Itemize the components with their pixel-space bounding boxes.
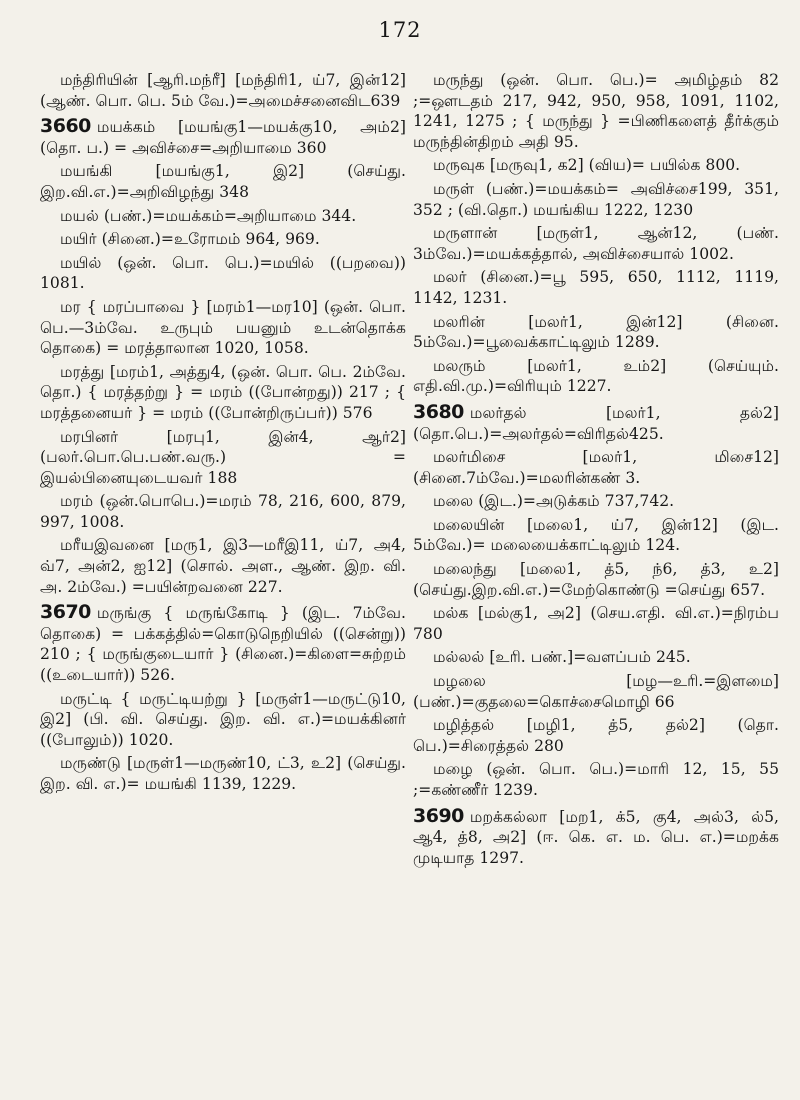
entry-text: மருளான் [மருள்1, ஆன்12, (பண். 3ம்வே.)=மயக்கத்தால், அவிச்சையால் 1002. bbox=[413, 224, 779, 263]
entry-text: மரபினர் [மரபு1, இன்4, ஆர்2] (பலர்.பொ.பெ.பண்.வரு.) = இயல்பினையுடையவர் 188 bbox=[40, 427, 406, 487]
entry-text: மலையின் [மலை1, ய்7, இன்12] (இட. 5ம்வே.)= மலையைக்காட்டிலும் 124. bbox=[413, 515, 779, 555]
entry-text: மலரும் [மலர்1, உம்2] (செய்யும். எதி.வி.மு.)=விரியும் 1227. bbox=[413, 356, 779, 396]
dictionary-entry bbox=[413, 806, 779, 869]
dictionary-entry bbox=[413, 559, 779, 600]
dictionary-entry bbox=[413, 715, 779, 756]
dictionary-entry bbox=[40, 362, 406, 424]
right-column bbox=[413, 70, 779, 871]
dictionary-entry bbox=[413, 759, 779, 800]
dictionary-entry bbox=[413, 647, 779, 668]
left-column bbox=[40, 70, 406, 798]
dictionary-entry bbox=[413, 402, 779, 444]
entry-text: மரம் (ஒன்.பொபெ.)=மரம் 78, 216, 600, 879, 997, 1008. bbox=[40, 492, 406, 531]
entry-text: மலைந்து [மலை1, த்5, ந்6, த்3, உ2] (செய்து.இற.வி.எ.)=மேற்கொண்டு =செய்து 657. bbox=[413, 560, 779, 599]
entry-text: மழலை [மழ—உரி.=இளமை] (பண்.)=குதலை=கொச்சைமொழி 66 bbox=[413, 672, 779, 711]
entry-text: மரீயஇவனை [மரு1, இ3—மரீஇ11, ய்7, அ4, வ்7, அன்2, ஐ12] (சொல். அள., ஆண். இற. வி. அ. 2ம்வே.) =பயின்றவனை 227. bbox=[40, 536, 406, 596]
dictionary-entry bbox=[413, 603, 779, 644]
dictionary-entry bbox=[40, 297, 406, 359]
dictionary-entry bbox=[413, 70, 779, 152]
entry-text: மறக்கல்லா [மற1, க்5, கு4, அல்3, ல்5, ஆ4, த்8, அ2] (ஈ. கெ. எ. ம. பெ. எ.)=மறக்க முடியாத 1297. bbox=[413, 807, 779, 867]
dictionary-entry bbox=[40, 161, 406, 202]
entry-text: மலரின் [மலர்1, இன்12] (சினை. 5ம்வே.)=பூவைக்காட்டிலும் 1289. bbox=[413, 312, 779, 352]
dictionary-entry bbox=[40, 116, 406, 158]
entry-text: மயிர் (சினை.)=உரோமம் 964, 969. bbox=[60, 230, 320, 249]
entry-text: மயங்கி [மயங்கு1, இ2] (செய்து. இற.வி.எ.)=அறிவிழந்து 348 bbox=[40, 162, 406, 201]
dictionary-entry bbox=[40, 427, 406, 489]
entry-text: மந்திரியின் [ஆரி.மந்ரீ] [மந்திரி1, ய்7, இன்12] (ஆண். பொ. பெ. 5ம் வே.)=அமைச்சனைவிட639 bbox=[40, 71, 406, 110]
dictionary-entry bbox=[40, 70, 406, 111]
dictionary-entry bbox=[413, 356, 779, 397]
entry-number: 3660 bbox=[40, 115, 91, 138]
entry-number: 3670 bbox=[40, 601, 91, 624]
dictionary-entry bbox=[413, 515, 779, 556]
dictionary-entry bbox=[40, 602, 406, 685]
dictionary-entry bbox=[413, 267, 779, 308]
entry-number: 3680 bbox=[413, 400, 464, 423]
dictionary-entry bbox=[413, 671, 779, 712]
entry-text: மலர்தல் [மலர்1, தல்2] (தொ.பெ.)=அலர்தல்=விரிதல்425. bbox=[413, 403, 779, 443]
entry-text: மருவுக [மருவு1, க2] (விய)= பயில்க 800. bbox=[433, 156, 741, 175]
page-number: 172 bbox=[378, 18, 422, 42]
entry-number: 3690 bbox=[413, 804, 464, 827]
dictionary-entry bbox=[413, 179, 779, 220]
entry-text: மரத்து [மரம்1, அத்து4, (ஒன். பொ. பெ. 2ம்வே. தொ.) { மரத்தற்று } = மரம் ((போன்றது)) 217 ; { மரத்தனையர் } = மரம் ((போன்றிருப்பர்)) 576 bbox=[40, 362, 406, 422]
entry-text: மயக்கம் [மயங்கு1—மயக்கு10, அம்2] (தொ. ப.) = அவிச்சை=அறியாமை 360 bbox=[40, 118, 406, 157]
dictionary-entry bbox=[40, 491, 406, 532]
dictionary-entry bbox=[413, 447, 779, 488]
entry-text: மல்க [மல்கு1, அ2] (செய.எதி. வி.எ.)=நிரம்ப 780 bbox=[413, 604, 779, 643]
entry-text: மர { மரப்பாவை } [மரம்1—மர10] (ஒன். பொ. பெ.—3ம்வே. உருபும் பயனும் உடன்தொக்க தொகை) = மரத்தாலான 1020, 1058. bbox=[40, 297, 406, 358]
entry-text: மருட்டி { மருட்டியற்று } [மருள்1—மருட்டு10, இ2] (பி. வி. செய்து. இற. வி. எ.)=மயக்கினர் ((போலும்)) 1020. bbox=[40, 689, 406, 749]
entry-text: மலர்மிசை [மலர்1, மிசை12] (சினை.7ம்வே.)=மலரின்கண் 3. bbox=[413, 448, 779, 487]
entry-text: மழித்தல் [மழி1, த்5, தல்2] (தொ. பெ.)=சிரைத்தல் 280 bbox=[413, 716, 779, 755]
entry-text: மருங்கு { மருங்கோடி } (இட. 7ம்வே. தொகை) = பக்கத்தில்=கொடுநெறியில் ((சென்று)) 210 ; { மருங்குடையார் } (சினை.)=கிளை=சுற்றம் ((உடையார்)) 526. bbox=[40, 604, 406, 685]
dictionary-entry bbox=[40, 206, 406, 227]
dictionary-entry bbox=[40, 689, 406, 751]
entry-text: மயல் (பண்.)=மயக்கம்=அறியாமை 344. bbox=[60, 206, 357, 225]
dictionary-entry bbox=[413, 491, 779, 512]
entry-text: மலை (இட.)=அடுக்கம் 737,742. bbox=[433, 492, 675, 511]
entry-text: மயில் (ஒன். பொ. பெ.)=மயில் ((பறவை)) 1081. bbox=[40, 253, 406, 293]
entry-text: மலர் (சினை.)=பூ 595, 650, 1112, 1119, 1142, 1231. bbox=[413, 268, 779, 307]
dictionary-entry bbox=[40, 753, 406, 794]
entry-text: மருந்து (ஒன். பொ. பெ.)= அமிழ்தம் 82 ;=ஔடதம் 217, 942, 950, 958, 1091, 1102, 1241, 1275 ; { மருந்து } =பிணிகளைத் தீர்க்கும் மருந்தின்திறம் அதி 95. bbox=[413, 71, 779, 151]
dictionary-entry bbox=[40, 535, 406, 597]
dictionary-entry bbox=[413, 155, 779, 176]
entry-text: மருள் (பண்.)=மயக்கம்= அவிச்சை199, 351, 352 ; (வி.தொ.) மயங்கிய 1222, 1230 bbox=[413, 179, 779, 219]
dictionary-entry bbox=[40, 229, 406, 250]
dictionary-entry bbox=[413, 312, 779, 353]
entry-text: மழை (ஒன். பொ. பெ.)=மாரி 12, 15, 55 ;=கண்ணீர் 1239. bbox=[413, 760, 779, 799]
entry-text: மல்லல் [உரி. பண்.]=வளப்பம் 245. bbox=[433, 648, 691, 667]
entry-text: மருண்டு [மருள்1—மருண்10, ட்3, உ2] (செய்து. இற. வி. எ.)= மயங்கி 1139, 1229. bbox=[40, 754, 406, 793]
dictionary-entry bbox=[413, 223, 779, 264]
dictionary-entry bbox=[40, 253, 406, 294]
